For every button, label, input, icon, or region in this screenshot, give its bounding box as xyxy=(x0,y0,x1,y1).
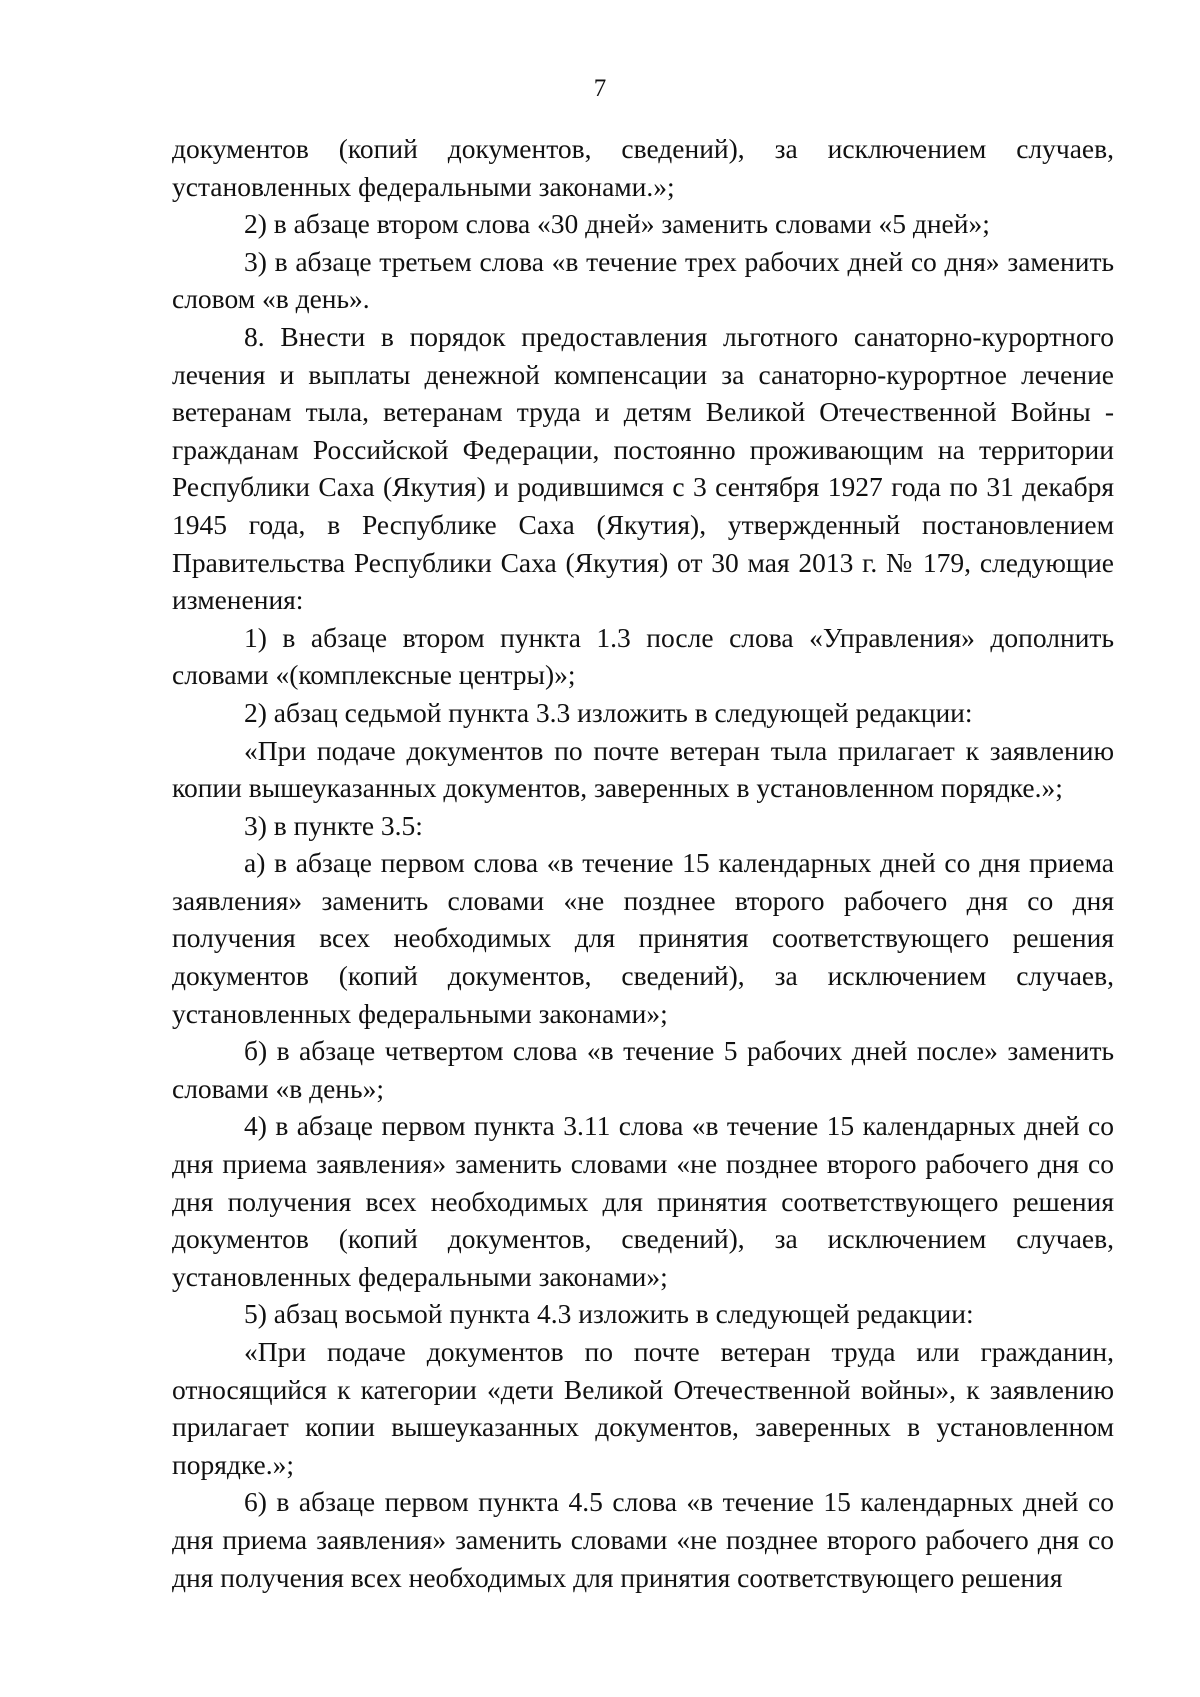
paragraph-5: 1) в абзаце втором пункта 1.3 после слова «Управления» дополнить словами «(комплексные центры)»; xyxy=(172,621,1114,691)
paragraph-4: 8. Внести в порядок предоставления льготного санаторно-курортного лечения и выплаты денежной компенсации за санаторно-курортное лечение ветеранам тыла, ветеранам труда и детям Великой Отечественной Войны - гражданам Российской Федерации, постоянно проживающим на территории Республики Саха (Якутия) и родившимся с 3 сентября 1927 года по 31 декабря 1945 года, в Республике Саха (Якутия), утвержденный постановлением Правительства Республики Саха (Якутия) от 30 мая 2013 г. № 179, следующие изменения: xyxy=(172,320,1114,616)
document-body xyxy=(172,130,1114,1596)
paragraph-11: 4) в абзаце первом пункта 3.11 слова «в течение 15 календарных дней со дня приема заявления» заменить словами «не позднее второго рабочего дня со дня получения всех необходимых для принятия соответствующего решения документов (копий документов, сведений), за исключением случаев, установленных федеральными законами»; xyxy=(172,1110,1114,1292)
paragraph-7: «При подаче документов по почте ветеран тыла прилагает к заявлению копии вышеуказанных документов, заверенных в установленном порядке.»; xyxy=(172,734,1114,804)
paragraph-2: 2) в абзаце втором слова «30 дней» заменить словами «5 дней»; xyxy=(244,208,990,240)
paragraph-6: 2) абзац седьмой пункта 3.3 изложить в следующей редакции: xyxy=(244,696,973,728)
paragraph-1: документов (копий документов, сведений), за исключением случаев, установленных федеральными законами.»; xyxy=(172,133,1114,202)
paragraph-13: «При подаче документов по почте ветеран труда или гражданин, относящийся к категории «дети Великой Отечественной войны», к заявлению прилагает копии вышеуказанных документов, заверенных в установленном порядке.»; xyxy=(172,1336,1114,1480)
paragraph-12: 5) абзац восьмой пункта 4.3 изложить в следующей редакции: xyxy=(244,1298,974,1330)
paragraph-8: 3) в пункте 3.5: xyxy=(244,809,423,841)
paragraph-14: 6) в абзаце первом пункта 4.5 слова «в течение 15 календарных дней со дня приема заявления» заменить словами «не позднее второго рабочего дня со дня получения всех необходимых для принятия соответствующего решения xyxy=(172,1486,1114,1593)
page-number: 7 xyxy=(593,75,607,102)
paragraph-10: б) в абзаце четвертом слова «в течение 5 рабочих дней после» заменить словами «в день»; xyxy=(172,1035,1114,1104)
paragraph-9: а) в абзаце первом слова «в течение 15 календарных дней со дня приема заявления» заменить словами «не позднее второго рабочего дня со дня получения всех необходимых для принятия соответствующего решения документов (копий документов, сведений), за исключением случаев, установленных федеральными законами»; xyxy=(172,847,1114,1029)
paragraph-3: 3) в абзаце третьем слова «в течение трех рабочих дней со дня» заменить словом «в день». xyxy=(172,245,1114,315)
